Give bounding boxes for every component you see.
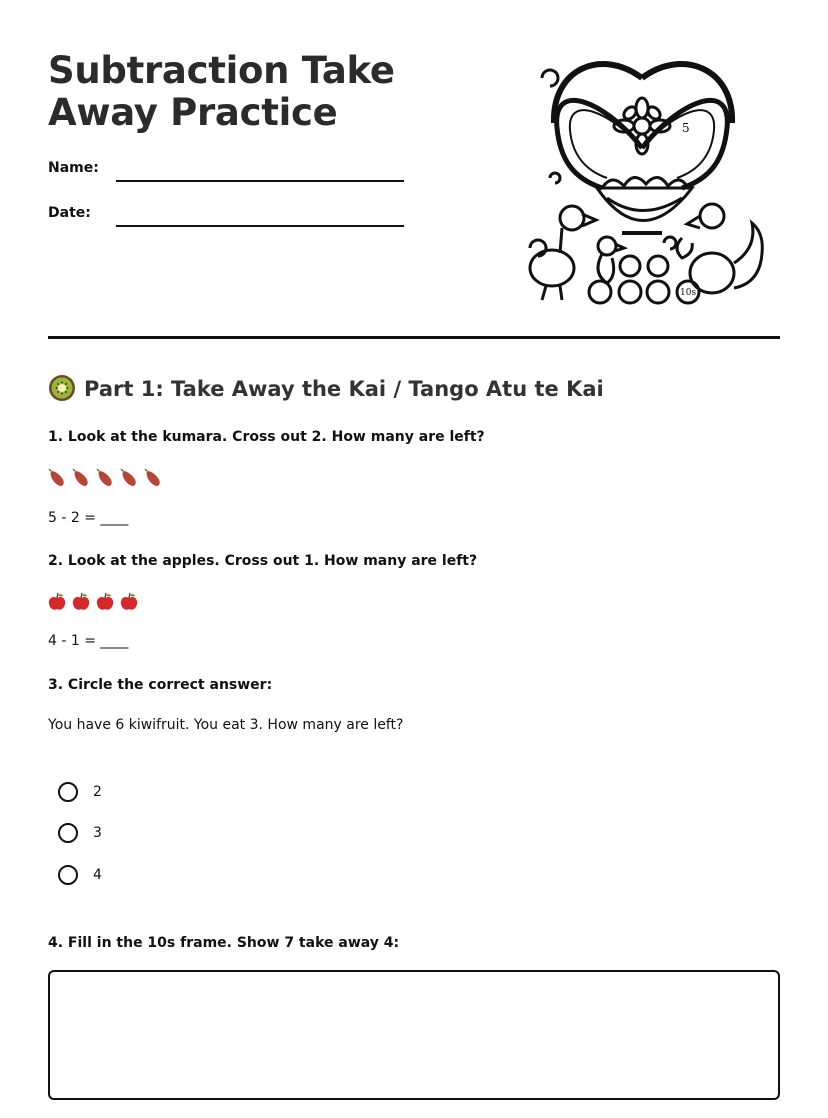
sweet-potato-icon[interactable] — [96, 468, 114, 488]
sweet-potato-icon[interactable] — [48, 468, 66, 488]
answer-option[interactable] — [58, 862, 102, 888]
date-label: Date: — [48, 205, 91, 221]
radio-button[interactable] — [58, 823, 78, 843]
date-field — [48, 203, 408, 233]
sweet-potato-icon[interactable] — [72, 468, 90, 488]
question-4-prompt: 4. Fill in the 10s frame. Show 7 take away 4: — [48, 935, 400, 951]
question-1-prompt: 1. Look at the kumara. Cross out 2. How many are left? — [48, 429, 485, 445]
sweet-potato-icon[interactable] — [120, 468, 138, 488]
name-label: Name: — [48, 160, 99, 176]
name-field — [48, 158, 408, 188]
question-2-equation: 4 - 1 = ____ — [48, 633, 129, 649]
bowl-and-birds-illustration — [512, 48, 774, 310]
illustration-number-label: 5 — [682, 121, 690, 135]
sweet-potato-icon[interactable] — [144, 468, 162, 488]
question-3-story: You have 6 kiwifruit. You eat 3. How many are left? — [48, 717, 404, 733]
part1-heading-text: Part 1: Take Away the Kai / Tango Atu te Kai — [84, 377, 604, 401]
answer-option[interactable] — [58, 779, 102, 805]
apple-icon[interactable] — [72, 592, 90, 612]
illustration-tens-label: 10s — [680, 288, 697, 298]
name-line[interactable] — [116, 180, 404, 182]
answer-option-label: 4 — [93, 867, 102, 883]
apple-icon[interactable] — [120, 592, 138, 612]
section-divider — [48, 336, 780, 339]
answer-option[interactable] — [58, 820, 102, 846]
question-2-prompt: 2. Look at the apples. Cross out 1. How many are left? — [48, 553, 478, 569]
radio-button[interactable] — [58, 865, 78, 885]
page-title: Subtraction Take Away Practice — [48, 49, 395, 134]
answer-option-label: 3 — [93, 825, 102, 841]
question-3-prompt: 3. Circle the correct answer: — [48, 677, 273, 693]
question-1-equation: 5 - 2 = ____ — [48, 510, 129, 526]
answer-option-label: 2 — [93, 784, 102, 800]
date-line[interactable] — [116, 225, 404, 227]
apple-row — [48, 592, 138, 614]
kiwifruit-icon — [48, 374, 76, 402]
apple-icon[interactable] — [48, 592, 66, 612]
apple-icon[interactable] — [96, 592, 114, 612]
kumara-row — [48, 468, 162, 490]
ten-frame-answer-box[interactable] — [48, 970, 780, 1100]
radio-button[interactable] — [58, 782, 78, 802]
part1-heading — [48, 374, 604, 402]
